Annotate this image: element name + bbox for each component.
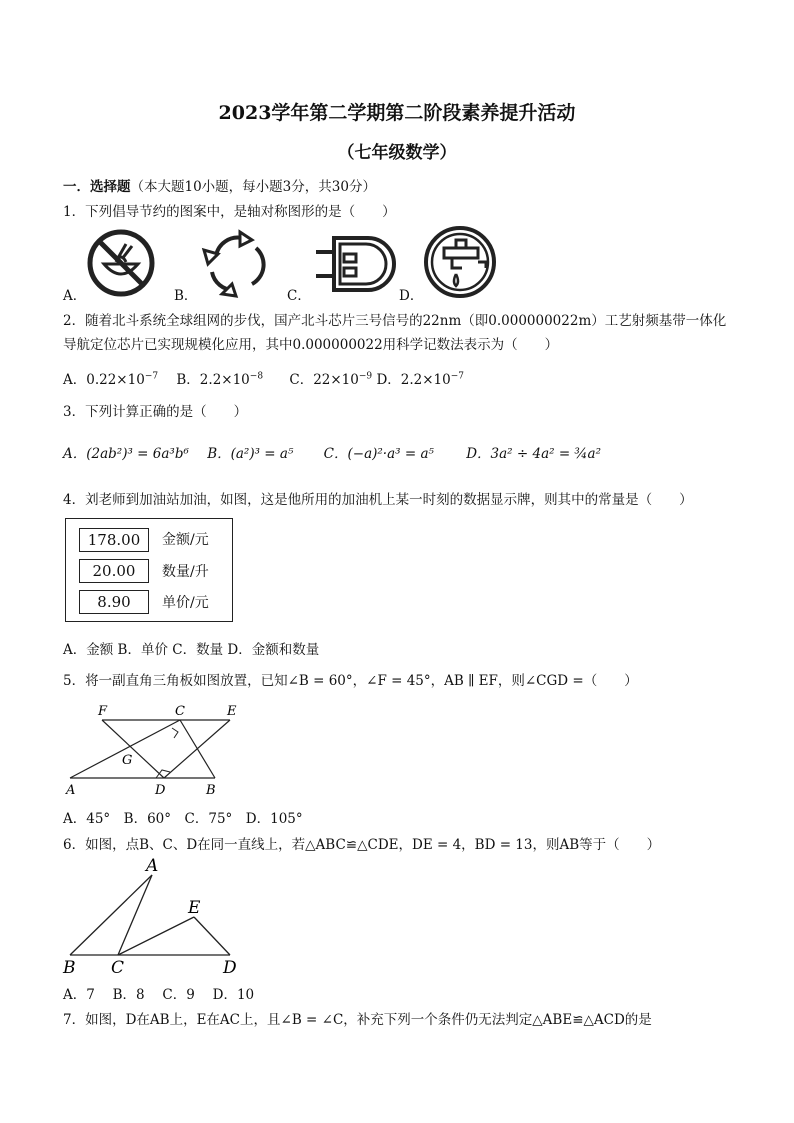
q2-option-d-exp: −7: [450, 371, 465, 382]
q2-options: [63, 368, 464, 388]
q2-line2: 导航定位芯片已实现规模化应用，其中0.000000022用科学记数法表示为（ ）: [63, 337, 559, 353]
q5-options: A．45° B．60° C．75° D．105°: [63, 811, 303, 827]
display-amount-value: 178.00: [79, 528, 149, 552]
section-heading: [63, 175, 376, 195]
q2-line1: 2．随着北斗系统全球组网的步伐，国产北斗芯片三号信号的22nm（即0.000000022m）工艺射频基带一体化: [63, 313, 727, 329]
q6-figure: [60, 855, 250, 980]
q3-stem: 3．下列计算正确的是（ ）: [63, 404, 248, 420]
section-label: 一．选择题: [63, 179, 131, 195]
display-price-label: 单价/元: [162, 595, 209, 611]
q6-stem: 6．如图，点B、C、D在同一直线上，若△ABC≌△CDE，DE = 4，BD = 13，则AB等于（ ）: [63, 837, 661, 853]
display-amount-label: 金额/元: [162, 532, 209, 548]
q6-point-e: E: [188, 898, 201, 918]
q6-options: A．7 B．8 C．9 D．10: [63, 987, 255, 1003]
q4-options: A．金额 B．单价 C．数量 D．金额和数量: [63, 642, 320, 658]
q6-point-d: D: [223, 958, 237, 978]
q5-point-c: C: [175, 704, 185, 719]
q5-point-a: A: [66, 783, 76, 798]
display-price-value: 8.90: [79, 590, 149, 614]
q6-point-a: A: [146, 856, 159, 876]
q1-label-c: C．: [287, 288, 311, 304]
page-title: 2023学年第二学期第二阶段素养提升活动: [218, 102, 576, 124]
water-tap-icon: [422, 224, 498, 300]
q3-option-a: A．(2ab²)³ = 6a³b⁶: [63, 446, 189, 462]
q1-label-b: B．: [174, 288, 198, 304]
q2-option-b-exp: −8: [249, 371, 264, 382]
q5-point-f: F: [98, 704, 108, 719]
q1-label-a: A．: [63, 288, 87, 304]
q3-option-c: C．(−a)²·a³ = a⁵: [323, 446, 434, 462]
fuel-display-panel: [65, 518, 233, 622]
q2-option-a: A．0.22×10: [63, 372, 145, 388]
q6-point-b: B: [63, 958, 76, 978]
q5-point-g: G: [122, 753, 133, 768]
q5-point-e: E: [227, 704, 237, 719]
no-food-waste-icon: [86, 228, 156, 298]
display-volume-label: 数量/升: [162, 564, 209, 580]
q5-point-d: D: [155, 783, 166, 798]
q6-point-c: C: [111, 958, 125, 978]
q3-option-b: B．(a²)³ = a⁵: [207, 446, 294, 462]
display-volume-value: 20.00: [79, 559, 149, 583]
q3-options: [63, 442, 601, 462]
q2-option-d: D．2.2×10: [376, 372, 451, 388]
q2-option-c: C．22×10: [289, 372, 359, 388]
q2-option-b: B．2.2×10: [176, 372, 250, 388]
q5-point-b: B: [206, 783, 216, 798]
section-note: （本大题10小题，每小题3分，共30分）: [130, 179, 376, 195]
q1-label-d: D．: [399, 288, 424, 304]
q1-stem: 1．下列倡导节约的图案中，是轴对称图形的是（ ）: [63, 204, 396, 220]
recycle-icon: [196, 228, 272, 298]
q3-option-d: D．3a² ÷ 4a² = ¾a²: [466, 446, 601, 462]
power-plug-icon: [312, 232, 402, 296]
page-subtitle: （七年级数学）: [337, 143, 457, 163]
q7-stem: 7．如图，D在AB上，E在AC上，且∠B = ∠C，补充下列一个条件仍无法判定△ABE≌△ACD的是: [63, 1012, 652, 1028]
q5-stem: 5．将一副直角三角板如图放置，已知∠B = 60°，∠F = 45°，AB ∥ EF，则∠CGD =（ ）: [63, 673, 638, 689]
q2-option-c-exp: −9: [358, 371, 373, 382]
q2-option-a-exp: −7: [144, 371, 159, 382]
q5-figure: [60, 700, 260, 800]
q4-stem: 4．刘老师到加油站加油，如图，这是他所用的加油机上某一时刻的数据显示牌，则其中的常量是（ ）: [63, 492, 693, 508]
